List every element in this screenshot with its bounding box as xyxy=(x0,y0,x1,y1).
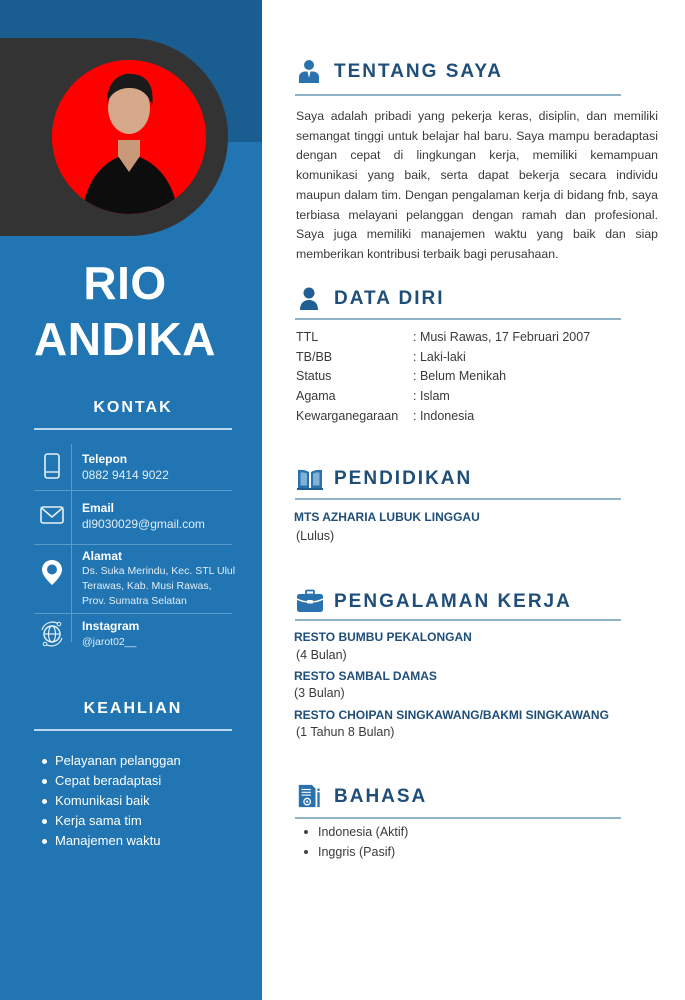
address-line-3: Prov. Sumatra Selatan xyxy=(82,595,187,607)
field-key: Status xyxy=(296,369,332,384)
document-gear-icon xyxy=(296,783,322,809)
email-address[interactable]: dl9030029@gmail.com xyxy=(82,517,205,531)
phone-icon xyxy=(38,452,66,480)
job-place: RESTO CHOIPAN SINGKAWANG/BAKMI SINGKAWANG xyxy=(294,708,609,722)
language-item: Indonesia (Aktif) xyxy=(302,822,408,842)
instagram-handle[interactable]: @jarot02__ xyxy=(82,636,137,648)
skill-item: Pelayanan pelanggan xyxy=(40,751,181,771)
contact-heading-rule xyxy=(34,428,232,430)
email-icon xyxy=(38,501,66,529)
personal-data-table xyxy=(296,327,590,426)
skills-heading: KEAHLIAN xyxy=(83,700,183,717)
field-value: : Islam xyxy=(413,389,450,404)
skills-heading-rule xyxy=(34,729,232,731)
sidebar xyxy=(0,0,262,1000)
skill-item: Kerja sama tim xyxy=(40,811,181,831)
main-content xyxy=(262,0,685,1000)
job-duration: (3 Bulan) xyxy=(294,686,345,700)
address-line-1: Ds. Suka Merindu, Kec. STL Ulul xyxy=(82,565,236,577)
field-value: : Belum Menikah xyxy=(413,369,507,384)
experience-title: PENGALAMAN KERJA xyxy=(334,591,572,612)
skill-item: Manajemen waktu xyxy=(40,831,181,851)
contact-item-instagram xyxy=(34,614,234,650)
field-value: : Musi Rawas, 17 Februari 2007 xyxy=(413,329,591,344)
skills-list xyxy=(40,751,181,851)
personal-title: DATA DIRI xyxy=(334,288,445,309)
personal-rule xyxy=(295,318,621,320)
about-title: TENTANG SAYA xyxy=(334,61,503,82)
first-name: RIO xyxy=(83,257,167,309)
job-duration: (1 Tahun 8 Bulan) xyxy=(296,725,395,739)
contact-item-email xyxy=(34,491,234,544)
education-title: PENDIDIKAN xyxy=(334,468,473,489)
languages-rule xyxy=(295,817,621,819)
school-name: MTS AZHARIA LUBUK LINGGAU xyxy=(294,510,480,524)
businessman-icon xyxy=(296,58,322,84)
field-key: Agama xyxy=(296,389,336,404)
about-rule xyxy=(295,94,621,96)
contact-heading: KONTAK xyxy=(93,399,173,416)
field-key: Kewarganegaraan xyxy=(296,409,399,424)
job-place: RESTO SAMBAL DAMAS xyxy=(294,669,437,683)
languages-title: BAHASA xyxy=(334,786,428,807)
contact-label: Alamat xyxy=(82,549,123,563)
field-value: : Laki-laki xyxy=(413,349,466,364)
field-key: TB/BB xyxy=(296,349,333,364)
field-key: TTL xyxy=(296,329,319,344)
field-value: : Indonesia xyxy=(413,409,475,424)
skill-item: Cepat beradaptasi xyxy=(40,771,181,791)
contact-label: Email xyxy=(82,501,115,515)
profile-photo-icon xyxy=(52,60,206,214)
contact-item-phone xyxy=(34,444,234,490)
table-row xyxy=(296,327,590,347)
job-place: RESTO BUMBU PEKALONGAN xyxy=(294,630,472,644)
contact-label: Instagram xyxy=(82,619,140,633)
location-pin-icon xyxy=(38,558,66,586)
contact-label: Telepon xyxy=(82,452,128,466)
contact-item-address xyxy=(34,545,234,613)
briefcase-icon xyxy=(296,588,324,614)
address-line-2: Terawas, Kab. Musi Rawas, xyxy=(82,580,212,592)
table-row xyxy=(296,367,590,387)
languages-list xyxy=(302,822,408,862)
table-row xyxy=(296,386,590,406)
person-icon xyxy=(296,286,322,312)
globe-icon xyxy=(38,620,66,648)
avatar xyxy=(52,60,206,214)
open-book-icon xyxy=(296,466,324,492)
phone-number[interactable]: 0882 9414 9022 xyxy=(82,468,169,482)
education-rule xyxy=(295,498,621,500)
skill-item: Komunikasi baik xyxy=(40,791,181,811)
last-name: ANDIKA xyxy=(34,313,216,365)
experience-rule xyxy=(295,619,621,621)
table-row xyxy=(296,406,590,426)
table-row xyxy=(296,347,590,367)
about-text: Saya adalah pribadi yang pekerja keras, disiplin, dan memiliki semangat tinggi untuk belajar hal baru. Saya mampu beradaptasi dengan cepat di lingkungan kerja, memiliki kemampuan komunikasi yang baik, serta dapat bekerja secara individu maupun dalam tim. Dengan pengalaman kerja di bidang fnb, saya terbiasa melayani pelanggan dengan ramah dan profesional. Saya juga memiliki manajemen waktu yang baik dan siap memberikan kontribusi terbaik bagi perusahaan. xyxy=(296,109,658,261)
language-item: Inggris (Pasif) xyxy=(302,842,408,862)
job-duration: (4 Bulan) xyxy=(296,648,347,662)
school-status: (Lulus) xyxy=(296,529,335,543)
